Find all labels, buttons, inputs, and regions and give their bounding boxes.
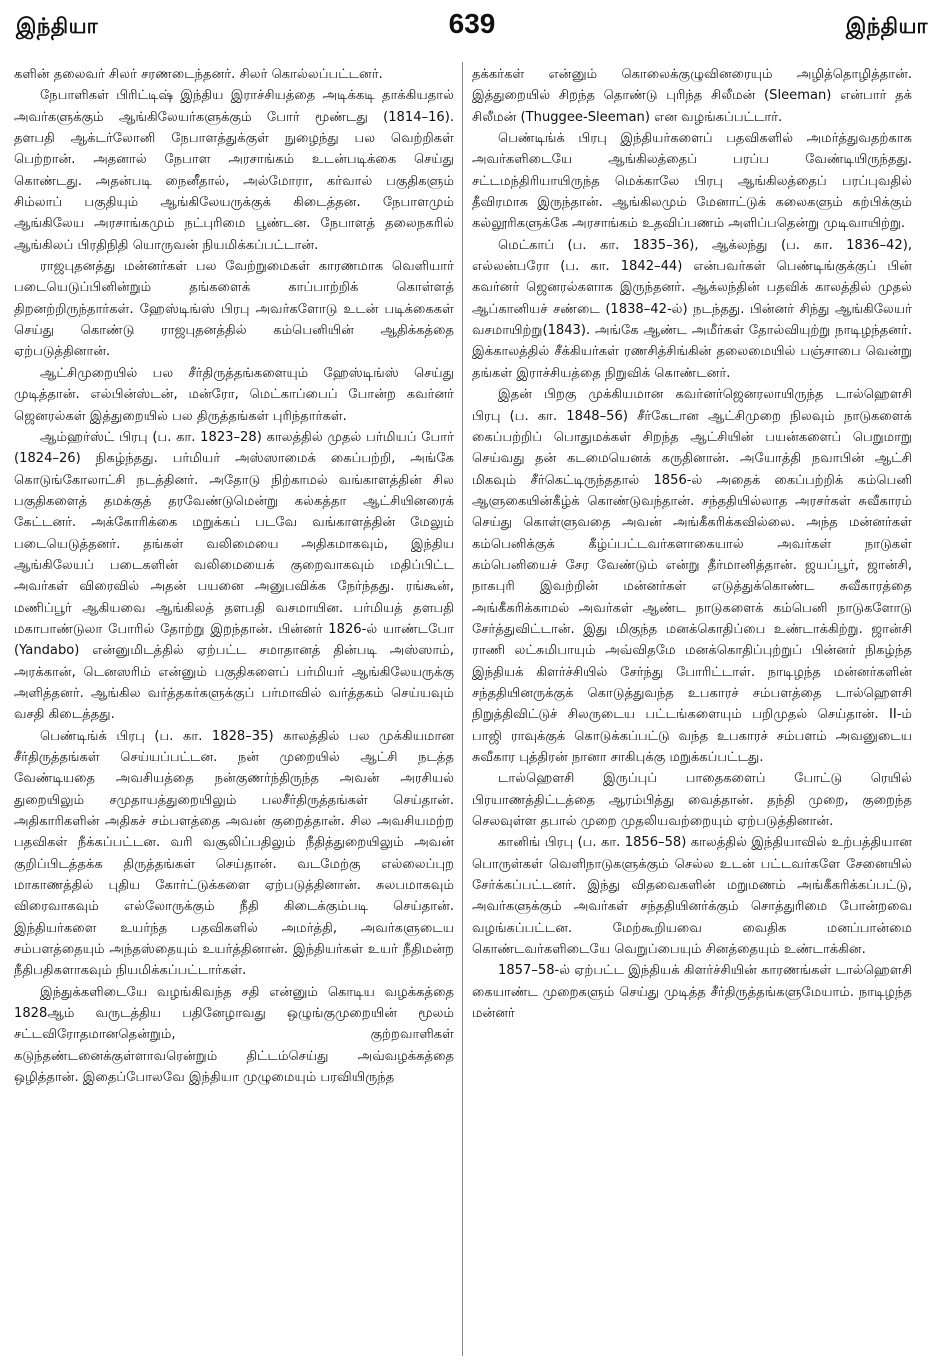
left-column bbox=[14, 64, 454, 1356]
paragraph: பெண்டிங்க் பிரபு (ப. கா. 1828–35) காலத்தில் பல முக்கியமான சீர்திருத்தங்கள் செய்யப்பட்டன. நன் முறையில் ஆட்சி நடத்த வேண்டியதை அவசியத்தை நன்குணர்ந்திருந்த அவன் அரசியல் துறையிலும் சமுதாயத்துறையிலும் பலசீர்திருத்தங்கள் செய்தான். அதிகாரிகளின் அதிகச் சம்பளத்தை அவன் குறைத்தான். சில அவசியமற்ற பதவிகள் நீக்கப்பட்டன. வரி வசூலிப்பதிலும் நீதித்துறையிலும் அவன் குறிப்பிடத்தக்க திருத்தங்கள் செய்தான். வடமேற்கு எல்லைப்புற மாகாணத்தில் புதிய கோர்ட்டுக்களை ஏற்படுத்தினான். சுலபமாகவும் விரைவாகவும் எல்லோருக்கும் நீதி கிடைக்கும்படி செய்தான். இந்தியர்களை உயர்ந்த பதவிகளில் அமர்த்தி, அவர்களுடைய சம்பளத்தையும் அந்தஸ்தையும் உயர்த்தினான். இந்தியர்கள் உயர் நீதிமன்ற நீதிபதிகளாகவும் நியமிக்கப்பட்டார்கள். bbox=[14, 728, 454, 979]
paragraph: இதன் பிறகு முக்கியமான கவர்னர்ஜெனரலாயிருந்த டால்ஹௌசி பிரபு (ப. கா. 1848–56) சீர்கேடான ஆட்சிமுறை நிலவும் நாடுகளைக் கைப்பற்றிப் பொதுமக்கள் சிறந்த ஆட்சியின் பயன்களைப் பெறுமாறு செய்வது தன் கடமையெனக் கருதினான். அயோத்தி நவாபின் ஆட்சி மிகவும் சீர்கெட்டிருந்ததால் 1856-ல் அதைக் கைப்பற்றிக் கம்பெனி ஆளுகையின்கீழ்க் கொண்டுவந்தான். சந்ததியில்லாத அரசர்கள் சுவீகாரம் செய்து கொள்ளுவதை அவன் அங்கீகரிக்கவில்லை. அந்த மன்னர்கள் கம்பெனிக்குக் கீழ்ப்பட்டவர்களாகையால் அவர்கள் நாடுகள் கம்பெனியைச் சேர வேண்டும் என்று தீர்மானித்தான். ஜயப்பூர், ஜான்சி, நாகபுரி இவற்றின் மன்னர்கள் எடுத்துக்கொண்ட சுவீகாரத்தை அங்கீகரிக்காமல் அவர்கள் ஆண்ட நாடுகளைக் கம்பெனி நாடுகளோடு சேர்த்துவிட்டான். இது மிகுந்த மனக்கொதிப்பை உண்டாக்கிற்று. ஜான்சி ராணி லட்சுமிபாயும் அவ்விதமே மனக்கொதிப்புற்றுப் பின்னர் நிகழ்ந்த இந்தியக் கிளர்ச்சியில் சேர்ந்து போரிட்டாள். நாடிழந்த மன்னர்களின் சந்ததியினருக்குக் கொடுத்துவந்த உபகாரச் சம்பளத்தை டால்ஹௌசி நிறுத்திவிட்டுச் சிலருடைய பட்டங்களையும் பறிமுதல் செய்தான். II-ம் பாஜி ராவுக்குக் கொடுக்கப்பட்டு வந்த உபகாரச் சம்பளம் அவனுடைய சுவீகார புத்திரன் நானா சாகிபுக்கு மறுக்கப்பட்டது. bbox=[472, 387, 912, 765]
right-column bbox=[472, 64, 912, 1356]
paragraph: தக்கர்கள் என்னும் கொலைக்குழுவினரையும் அழித்தொழித்தான். இத்துறையில் சிறந்த தொண்டு புரிந்த சிலீமன் (Sleeman) என்பார் தக் சிலீமன் (Thuggee-Sleeman) என வழங்கப்பட்டார். bbox=[472, 67, 912, 125]
page-header bbox=[16, 8, 928, 50]
paragraph: 1857–58-ல் ஏற்பட்ட இந்தியக் கிளர்ச்சியின் காரணங்கள் டால்ஹௌசி கையாண்ட முறைகளும் செய்து முடித்த சீர்திருத்தங்களுமேயாம். நாடிழந்த மன்னர் bbox=[472, 963, 912, 1022]
paragraph: இந்துக்களிடையே வழங்கிவந்த சதி என்னும் கொடிய வழக்கத்தை 1828ஆம் வருடத்திய பதினேழாவது ஒழுங்குமுறையின் மூலம் சட்டவிரோதமானதென்றும், குற்றவாளிகள் கடுந்தண்டனைக்குள்ளாவரென்றும் திட்டம்செய்து அவ்வழக்கத்தை ஒழித்தான். இதைப்போலவே இந்தியா முழுமையும் பரவியிருந்த bbox=[14, 984, 454, 1086]
paragraph: மெட்காப் (ப. கா. 1835–36), ஆக்லந்து (ப. கா. 1836–42), எல்லன்பரோ (ப. கா. 1842–44) என்பவர்கள் பெண்டிங்குக்குப் பின் கவர்னர் ஜெனரல்களாக இருந்தனர். ஆக்லந்தின் பதவிக் காலத்தில் முதல் ஆப்கானியச் சண்டை (1838–42-ல்) நடந்தது. பின்னர் சிந்து ஆங்கிலேயர் வசமாயிற்று(1843). அங்கே ஆண்ட அமீர்கள் தோல்வியுற்று நாடிழந்தனர். இக்காலத்தில் சீக்கியர்கள் ரணசித்சிங்கின் தலைமையில் பஞ்சாபை வென்று தங்கள் இராச்சியத்தை நிறுவிக் கொண்டனர். bbox=[472, 237, 912, 381]
paragraph: பெண்டிங்க் பிரபு இந்தியர்களைப் பதவிகளில் அமர்த்துவதற்காக அவர்களிடையே ஆங்கிலத்தைப் பரப்ப வேண்டியிருந்தது. சட்டமந்திரியாயிருந்த மெக்காலே பிரபு ஆங்கிலத்தைப் பரப்புவதில் தீவிரமாக இருந்தான். ஆங்கிலமும் மேனாட்டுக் கலைகளும் கற்பிக்கும் கல்லூரிகளுக்கே அரசாங்கம் உதவிப்பணம் அளிப்பதென்று முடிவாயிற்று. bbox=[472, 131, 912, 232]
paragraph: ஆம்ஹர்ஸ்ட் பிரபு (ப. கா. 1823–28) காலத்தில் முதல் பர்மியப் போர் (1824–26) நிகழ்ந்தது. பர்மியர் அஸ்ஸாமைக் கைப்பற்றி, அங்கே கொடுங்கோலாட்சி நடத்தினர். அதோடு நிற்காமல் வங்காளத்தின் சில பகுதிகளைத் தமக்குத் தரவேண்டுமென்று கல்கத்தா ஆட்சியினரைக் கேட்டனர். அக்கோரிக்கை மறுக்கப் படவே வங்காளத்தின் மேலும் படையெடுத்தனர். தங்கள் வலிமையை அதிகமாகவும், இந்திய ஆங்கிலேயப் படைகளின் வலிமையைக் குறைவாகவும் மதிப்பிட்ட அவர்கள் விரைவில் அதன் பயனை அனுபவிக்க நேர்ந்தது. ரங்கூன், மணிப்பூர் ஆகியவை ஆங்கிலத் தளபதி வசமாயின. பர்மியத் தளபதி மகாபாண்டுலா போரில் தோற்று இறந்தான். பின்னர் 1826-ல் யாண்டபோ (Yandabo) என்னுமிடத்தில் ஏற்பட்ட சமாதானத் தின்படி அஸ்ஸாம், அரக்கான், டெனஸரிம் என்னும் பகுதிகளைப் பர்மியர் ஆங்கிலேயருக்கு அளித்தனர். ஆங்கில வர்த்தகர்களுக்குப் பர்மாவில் வர்த்தகம் செய்யவும் வசதி கிடைத்தது. bbox=[14, 429, 454, 723]
paragraph: டால்ஹௌசி இருப்புப் பாதைகளைப் போட்டு ரெயில் பிரயாணத்திட்டத்தை ஆரம்பித்து வைத்தான். தந்தி முறை, குறைந்த செலவுள்ள தபால் முறை முதலியவற்றையும் ஏற்படுத்தினான். bbox=[472, 771, 912, 830]
column-divider bbox=[462, 62, 463, 1356]
running-head-left: இந்தியா bbox=[16, 14, 99, 38]
paragraph: நேபாளிகள் பிரிட்டிஷ் இந்திய இராச்சியத்தை அடிக்கடி தாக்கியதால் அவர்களுக்கும் ஆங்கிலேயர்களுக்கும் போர் மூண்டது (1814–16). தளபதி ஆக்டர்லோனி நேபாளத்துக்குள் நுழைந்து பல வெற்றிகள் பெற்றான். அதனால் நேபாள அரசாங்கம் உடன்படிக்கை செய்து கொண்டது. அதன்படி நைனீதால், அல்மோரா, கர்வால் பகுதிகளும் சிம்லாப் பகுதியும் ஆங்கிலேயருக்குக் கிடைத்தன. நேபாளமும் ஆங்கிலேய அரசாங்கமும் நட்புரிமை பூண்டன. நேபாளத் தலைநகரில் ஆங்கிலப் பிரதிநிதி யொருவன் நியமிக்கப்பட்டான். bbox=[14, 88, 454, 253]
paragraph: ஆட்சிமுறையில் பல சீர்திருத்தங்களையும் ஹேஸ்டிங்ஸ் செய்து முடித்தான். எல்பின்ஸ்டன், மன்ரோ, மெட்காப்பைப் போன்ற கவர்னர் ஜெனரல்கள் இத்துறையில் பல திருத்தங்கள் புரிந்தார்கள். bbox=[14, 365, 454, 424]
paragraph: களின் தலைவர் சிலர் சரணடைந்தனர். சிலர் கொல்லப்பட்டனர். bbox=[14, 67, 383, 82]
paragraph: கானிங் பிரபு (ப. கா. 1856–58) காலத்தில் இந்தியாவில் உற்பத்தியான பொருள்கள் வெளிநாடுகளுக்கும் செல்ல உடன் பட்டவர்களே சேனையில் சேர்க்கப்பட்டனர். இந்து விதவைகளின் மறுமணம் அங்கீகரிக்கப்பட்டு, அவர்களுக்கும் அவர்கள் சந்ததியினர்க்கும் சொத்துரிமை போன்றவை வழங்கப்பட்டன. மேற்கூறியவை வைதிக மனப்பான்மை கொண்டவர்களிடையே வெறுப்பையும் சினத்தையும் உண்டாக்கின. bbox=[472, 835, 912, 958]
paragraph: ராஜபுதனத்து மன்னர்கள் பல வேற்றுமைகள் காரணமாக வெளியார் படையெடுப்பினின்றும் தங்களைக் காப்பாற்றிக் கொள்ளத் திறனற்றிருந்தார்கள். ஹேஸ்டிங்ஸ் பிரபு அவர்களோடு உடன் படிக்கைகள் செய்து கொண்டு ராஜபுதனத்தில் கம்பெனியின் ஆதிக்கத்தை ஏற்படுத்தினான். bbox=[14, 259, 454, 360]
page-number: 639 bbox=[448, 8, 496, 39]
running-head-right: இந்தியா bbox=[845, 14, 928, 38]
